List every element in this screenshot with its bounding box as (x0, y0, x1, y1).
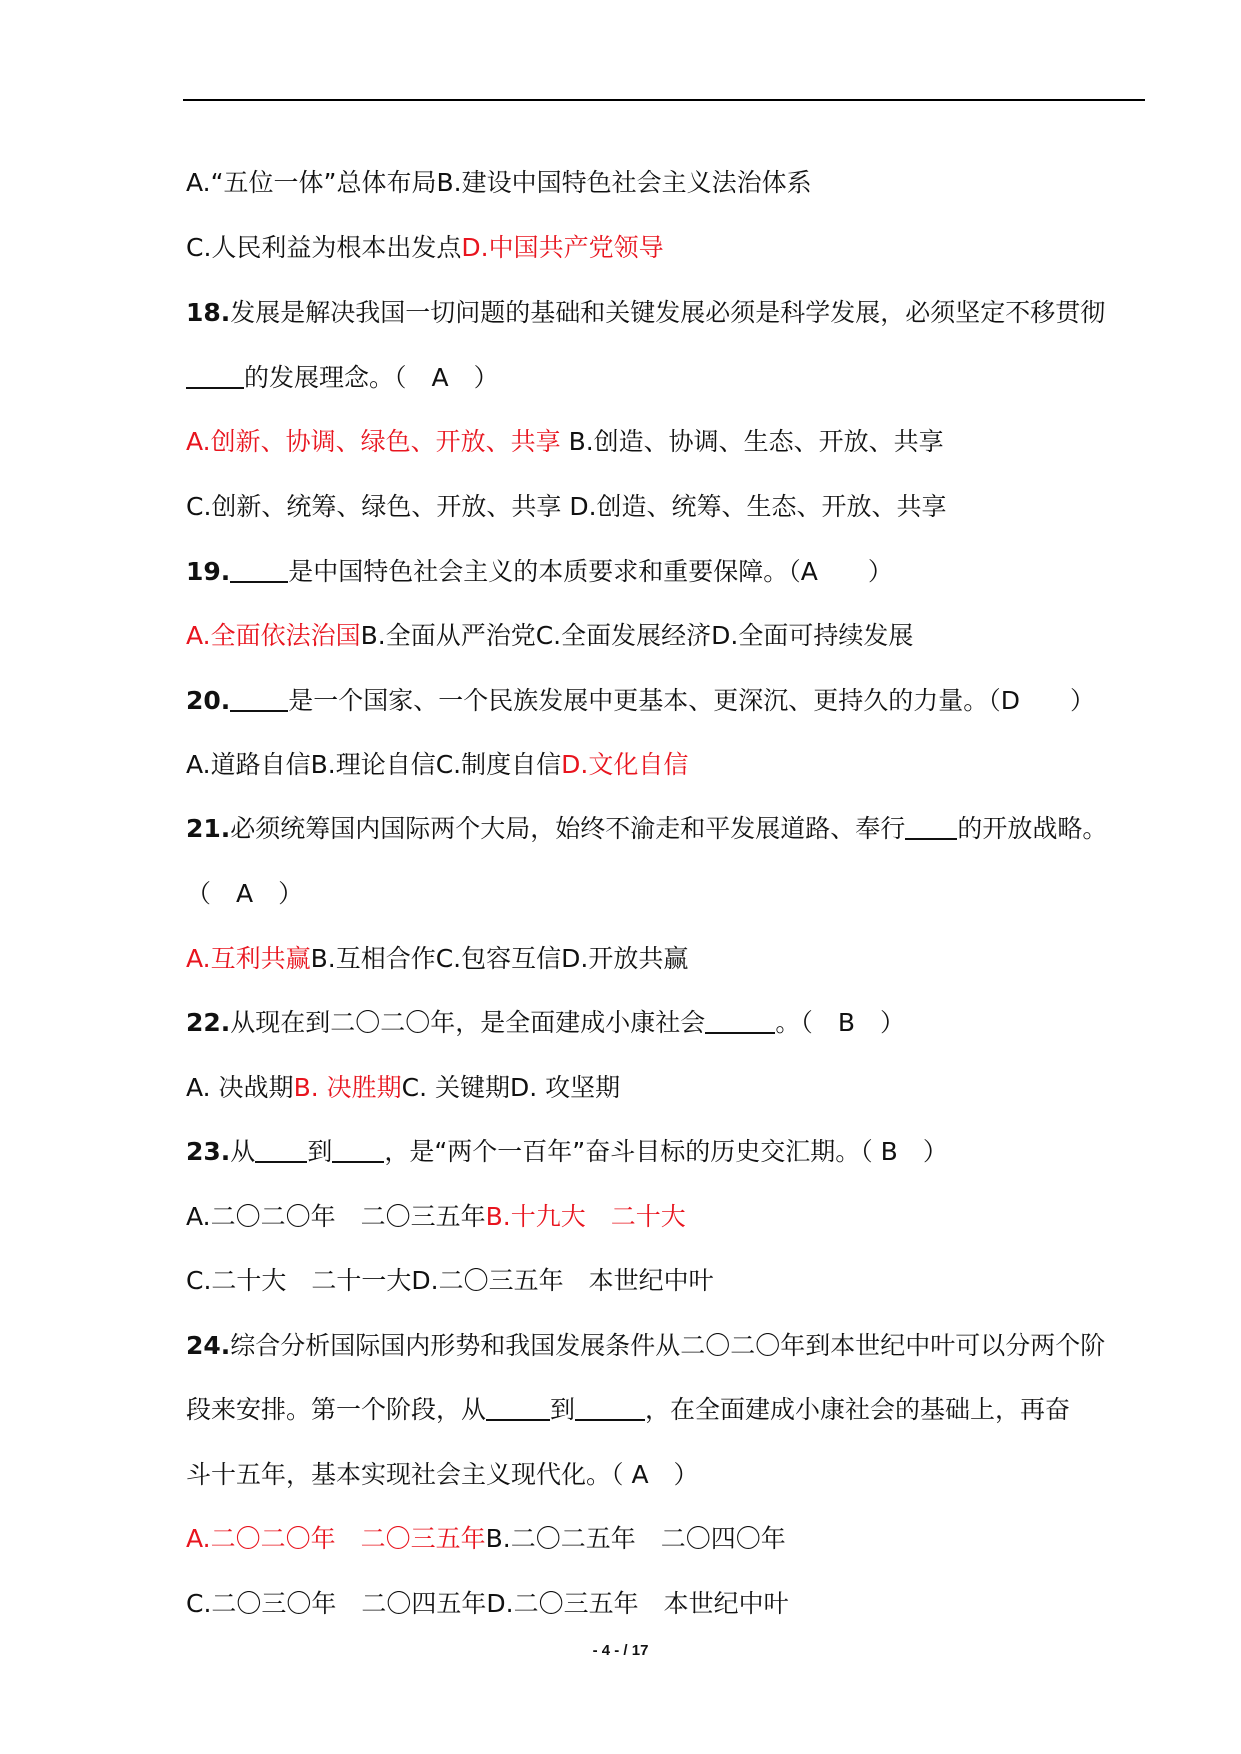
question-number: 23. (186, 1137, 231, 1166)
option-text: C.人民利益为根本出发点 (186, 233, 462, 262)
answer-blank (486, 1393, 550, 1421)
option-text: B.二〇二五年 二〇四〇年 (485, 1524, 786, 1553)
answer-blank (905, 812, 957, 840)
answer-text: A.互利共赢 (186, 944, 311, 973)
answer-text: A.全面依法治国 (186, 621, 361, 650)
option-line-21 (186, 942, 688, 976)
answer-text: D.中国共产党领导 (461, 233, 664, 262)
question-text: 是中国特色社会主义的本质要求和重要保障。（A ） (288, 557, 893, 586)
question-number: 22. (186, 1008, 231, 1037)
question-21-answer (186, 877, 303, 911)
answer-text: D.文化自信 (561, 750, 689, 779)
option-line-19 (186, 619, 913, 653)
answer-blank (186, 361, 244, 389)
option-text: A.道路自信B.理论自信C.制度自信 (186, 750, 562, 779)
option-text: A.二〇二〇年 二〇三五年 (186, 1202, 486, 1231)
answer-blank (230, 684, 288, 712)
question-19 (186, 555, 893, 589)
option-line-24ab (186, 1522, 786, 1556)
header-rule (183, 99, 1145, 101)
option-line-22 (186, 1071, 620, 1105)
answer-blank (705, 1006, 775, 1034)
question-21 (186, 812, 1107, 846)
option-text: B.全面从严治党C.全面发展经济D.全面可持续发展 (360, 621, 914, 650)
option-line-24cd (186, 1587, 789, 1621)
question-number: 24. (186, 1331, 231, 1360)
option-line-18cd (186, 490, 947, 524)
question-text: 是一个国家、一个民族发展中更基本、更深沉、更持久的力量。（D ） (288, 686, 1096, 715)
question-text: 斗十五年，基本实现社会主义现代化。（ A ） (186, 1460, 699, 1489)
option-line-20 (186, 748, 688, 782)
question-number: 20. (186, 686, 231, 715)
question-text: 的发展理念。（ A ） (244, 363, 499, 392)
option-line-18ab (186, 425, 944, 459)
option-line-17cd (186, 231, 664, 265)
question-text: 从现在到二〇二〇年，是全面建成小康社会 (230, 1008, 706, 1037)
question-number: 19. (186, 557, 231, 586)
question-text: 。（ B ） (775, 1008, 905, 1037)
option-text: A.“五位一体”总体布局 (186, 168, 437, 197)
question-number: 18. (186, 298, 231, 327)
question-text: 从 (230, 1137, 256, 1166)
question-text: ，是“两个一百年”奋斗目标的历史交汇期。（ B ） (384, 1137, 948, 1166)
question-text: 综合分析国际国内形势和我国发展条件从二〇二〇年到本世纪中叶可以分两个阶 (230, 1331, 1106, 1360)
question-24-cont (186, 1393, 1070, 1427)
question-18 (186, 296, 1105, 330)
answer-blank (255, 1135, 307, 1163)
answer-blank (575, 1393, 645, 1421)
page-number: - 4 - / 17 (592, 1642, 649, 1659)
option-line-23ab (186, 1200, 686, 1234)
option-text: C.创新、统筹、绿色、开放、共享 D.创造、统筹、生态、开放、共享 (186, 492, 947, 521)
answer-parenthesis: （ A ） (186, 879, 304, 908)
question-24 (186, 1329, 1105, 1363)
answer-text: B. 决胜期 (293, 1073, 402, 1102)
option-text: B.创造、协调、生态、开放、共享 (560, 427, 944, 456)
option-text: A. 决战期 (186, 1073, 294, 1102)
option-line-17ab (186, 166, 812, 200)
question-20 (186, 684, 1095, 718)
option-text: C.二十大 二十一大D.二〇三五年 本世纪中叶 (186, 1266, 714, 1295)
answer-blank (230, 555, 288, 583)
question-text: 发展是解决我国一切问题的基础和关键发展必须是科学发展，必须坚定不移贯彻 (230, 298, 1106, 327)
option-text: C. 关键期D. 攻坚期 (401, 1073, 621, 1102)
question-22 (186, 1006, 905, 1040)
question-text: 段来安排。第一个阶段，从 (186, 1395, 487, 1424)
option-text: C.二〇三〇年 二〇四五年D.二〇三五年 本世纪中叶 (186, 1589, 789, 1618)
question-23 (186, 1135, 948, 1169)
answer-text: A.创新、协调、绿色、开放、共享 (186, 427, 561, 456)
question-text: ，在全面建成小康社会的基础上，再奋 (645, 1395, 1071, 1424)
answer-text: B.十九大 二十大 (485, 1202, 686, 1231)
question-text: 到 (550, 1395, 576, 1424)
question-text: 的开放战略。 (957, 814, 1108, 843)
answer-blank (332, 1135, 384, 1163)
option-text: B.建设中国特色社会主义法治体系 (436, 168, 812, 197)
question-number: 21. (186, 814, 231, 843)
option-line-23cd (186, 1264, 714, 1298)
option-text: B.互相合作C.包容互信D.开放共赢 (310, 944, 689, 973)
question-text: 到 (307, 1137, 333, 1166)
question-18-cont (186, 361, 499, 395)
question-text: 必须统筹国内国际两个大局，始终不渝走和平发展道路、奉行 (230, 814, 906, 843)
answer-text: A.二〇二〇年 二〇三五年 (186, 1524, 486, 1553)
question-24-cont2 (186, 1458, 699, 1492)
